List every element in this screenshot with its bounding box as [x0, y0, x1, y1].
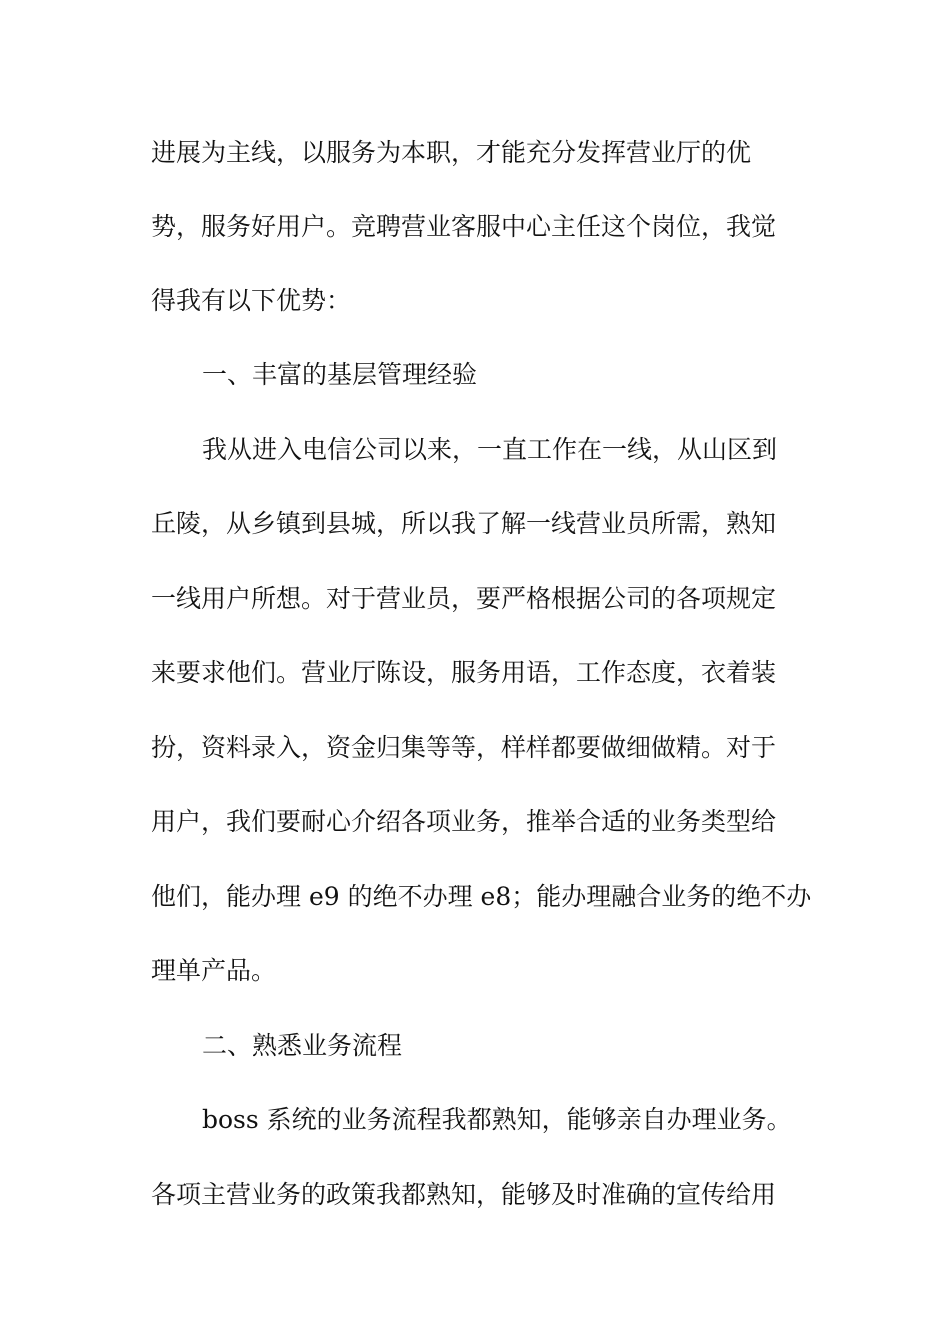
- paragraph-line: 理单产品。: [151, 956, 277, 985]
- paragraph-line: 一线用户所想。对于营业员，要严格根据公司的各项规定: [151, 584, 777, 613]
- paragraph-line: 扮，资料录入，资金归集等等，样样都要做细做精。对于: [151, 733, 777, 762]
- paragraph-line: 用户，我们要耐心介绍各项业务，推举合适的业务类型给: [151, 807, 777, 836]
- paragraph-line: 进展为主线，以服务为本职，才能充分发挥营业厅的优: [151, 138, 752, 167]
- paragraph-line: 他们，能办理 e9 的绝不办理 e8；能办理融合业务的绝不办: [151, 882, 812, 911]
- paragraph-line: 丘陵，从乡镇到县城，所以我了解一线营业员所需，熟知: [151, 509, 777, 538]
- paragraph-line: 各项主营业务的政策我都熟知，能够及时准确的宣传给用: [151, 1180, 777, 1209]
- section-heading: 二、熟悉业务流程: [202, 1031, 403, 1060]
- paragraph-line: boss 系统的业务流程我都熟知，能够亲自办理业务。: [202, 1105, 792, 1134]
- section-heading: 一、丰富的基层管理经验: [202, 360, 478, 389]
- paragraph-line: 来要求他们。营业厅陈设，服务用语，工作态度，衣着装: [151, 658, 777, 687]
- paragraph-line: 势，服务好用户。竞聘营业客服中心主任这个岗位，我觉: [151, 212, 777, 241]
- paragraph-line: 我从进入电信公司以来，一直工作在一线，从山区到: [202, 435, 778, 464]
- paragraph-line: 得我有以下优势：: [151, 286, 352, 315]
